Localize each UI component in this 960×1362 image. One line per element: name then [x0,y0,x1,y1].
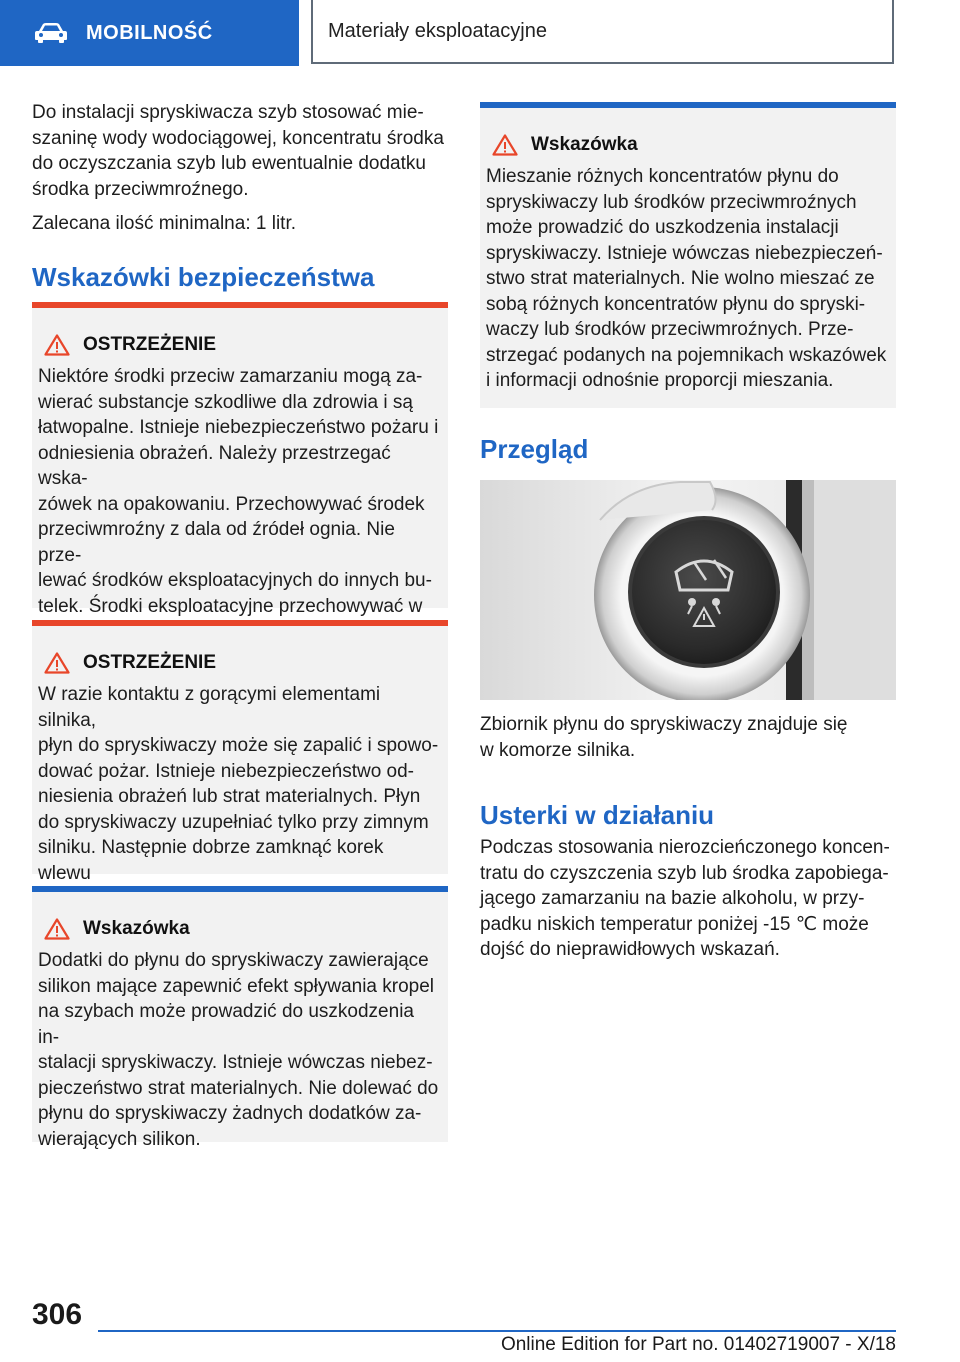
warning-line: W razie kontaktu z gorącymi elementami silnika, [38,684,381,731]
warning-header [38,648,440,678]
note-line: Mieszanie różnych koncentratów płynu do [486,166,839,187]
note-line: spryskiwaczy. Istnieje wówczas niebezpieczeń‐ [486,242,883,264]
warning-line: dować pożar. Istnieje niebezpieczeństwo od‐ [38,760,415,782]
intro-line: szaninę wody wodociągowej, koncentratu środka [32,127,444,149]
note-box [32,886,448,1150]
chapter-title[interactable] [311,0,894,64]
section-tab[interactable] [0,0,299,66]
malfunction-line: dojść do nieprawidłowych wskazań. [480,939,780,960]
safety-heading: Wskazówki bezpieczeństwa [32,262,375,292]
warning-triangle-icon [44,918,70,940]
washer-reservoir-photo [480,480,896,700]
note-header [486,130,888,160]
warning-line: przeciwmroźny z dala od źródeł ognia. Nie prze‐ [38,519,395,566]
note-line: płynu do spryskiwaczy żadnych dodatków za‐ [38,1103,422,1124]
warning-box [32,620,448,884]
washer-cap-illustration [480,480,896,700]
malfunction-heading: Usterki w działaniu [480,800,715,830]
edition-text: Online Edition for Part no. 01402719007 - X/18 [500,1334,896,1355]
car-icon [34,22,68,44]
note-box [480,102,896,408]
intro-paragraph [32,100,448,202]
note-header [38,914,440,944]
warning-line: silniku. Następnie dobrze zamknąć korek wlewu [38,837,384,884]
warning-text [38,364,440,645]
warning-line: telek. Środki eksploatacyjne przechowywać w [38,595,423,617]
note-line: na szybach może prowadzić do uszkodzenia in‐ [38,1001,414,1048]
warning-line: zówek na opakowaniu. Przechowywać środek [38,493,425,515]
warning-triangle-icon [44,334,70,356]
note-line: może prowadzić do uszkodzenia instalacji [486,217,839,238]
chapter-title-text: Materiały eksploatacyjne [328,19,547,42]
note-title: Wskazówka [531,134,638,155]
warning-line: wierać substancje szkodliwe dla zdrowia i są [38,391,413,413]
malfunction-text [480,835,896,963]
intro-line: do oczyszczania szyb lub ewentualnie dodatku [32,153,426,174]
note-line: waczy lub środków przeciwmroźnych. Prze‐ [486,319,854,340]
note-line: strzegać podanych na pojemnikach wskazówek [486,344,887,366]
photo-caption [480,712,896,763]
warning-text [38,682,440,912]
note-line: stalacji spryskiwaczy. Istnieje wówczas niebez‐ [38,1052,433,1073]
note-line: wierających silikon. [38,1128,201,1150]
caption-line: Zbiornik płynu do spryskiwaczy znajduje się [480,714,848,735]
note-line: silikon mające zapewnić efekt spływania kropel [38,975,435,997]
warning-line: lewać środków eksploatacyjnych do innych bu‐ [38,570,432,591]
note-text [38,948,440,1152]
malfunction-line: Podczas stosowania nierozcieńczonego koncen‐ [480,837,890,858]
warning-title: OSTRZEŻENIE [83,334,217,355]
warning-line: do spryskiwaczy uzupełniać tylko przy zimnym [38,811,429,833]
footer-divider [98,1330,896,1332]
intro-line: Do instalacji spryskiwacza szyb stosować mie‐ [32,102,424,123]
warning-line: odniesienia obrażeń. Należy przestrzegać wska‐ [38,442,391,489]
warning-box [32,302,448,617]
note-line: i informacji odnośnie proporcji mieszania. [486,370,834,391]
note-line: spryskiwaczy lub środków przeciwmroźnych [486,191,857,213]
warning-header [38,330,440,360]
malfunction-line: tratu do czyszczenia szyb lub środka zapobiega‐ [480,862,889,884]
warning-title: OSTRZEŻENIE [83,652,217,673]
section-label: MOBILNOŚĆ [86,21,213,44]
min-amount-text: Zalecana ilość minimalna: 1 litr. [32,213,296,234]
note-line: pieczeństwo strat materialnych. Nie dolewać do [38,1077,439,1099]
malfunction-line: jącego zamarzaniu na bazie alkoholu, w przy‐ [480,888,865,909]
warning-line: Niektóre środki przeciw zamarzaniu mogą za‐ [38,366,423,387]
page-number: 306 [32,1298,83,1331]
note-text [486,164,888,394]
malfunction-line: padku niskich temperatur poniżej -15 ℃ może [480,913,869,935]
note-line: Dodatki do płynu do spryskiwaczy zawierające [38,950,429,971]
warning-line: niesienia obrażeń lub strat materialnych. Płyn [38,786,421,807]
intro-line: środka przeciwmroźnego. [32,178,249,200]
note-line: stwo strat materialnych. Nie wolno mieszać ze [486,268,875,289]
note-line: sobą różnych koncentratów płynu do spryski‐ [486,293,866,315]
warning-triangle-icon [44,652,70,674]
warning-line: łatwopalne. Istnieje niebezpieczeństwo pożaru i [38,417,439,438]
warning-triangle-icon [492,134,518,156]
note-title: Wskazówka [83,918,190,939]
warning-line: płyn do spryskiwaczy może się zapalić i spowo‐ [38,735,439,756]
caption-line: w komorze silnika. [480,739,636,761]
overview-heading: Przegląd [480,434,589,464]
